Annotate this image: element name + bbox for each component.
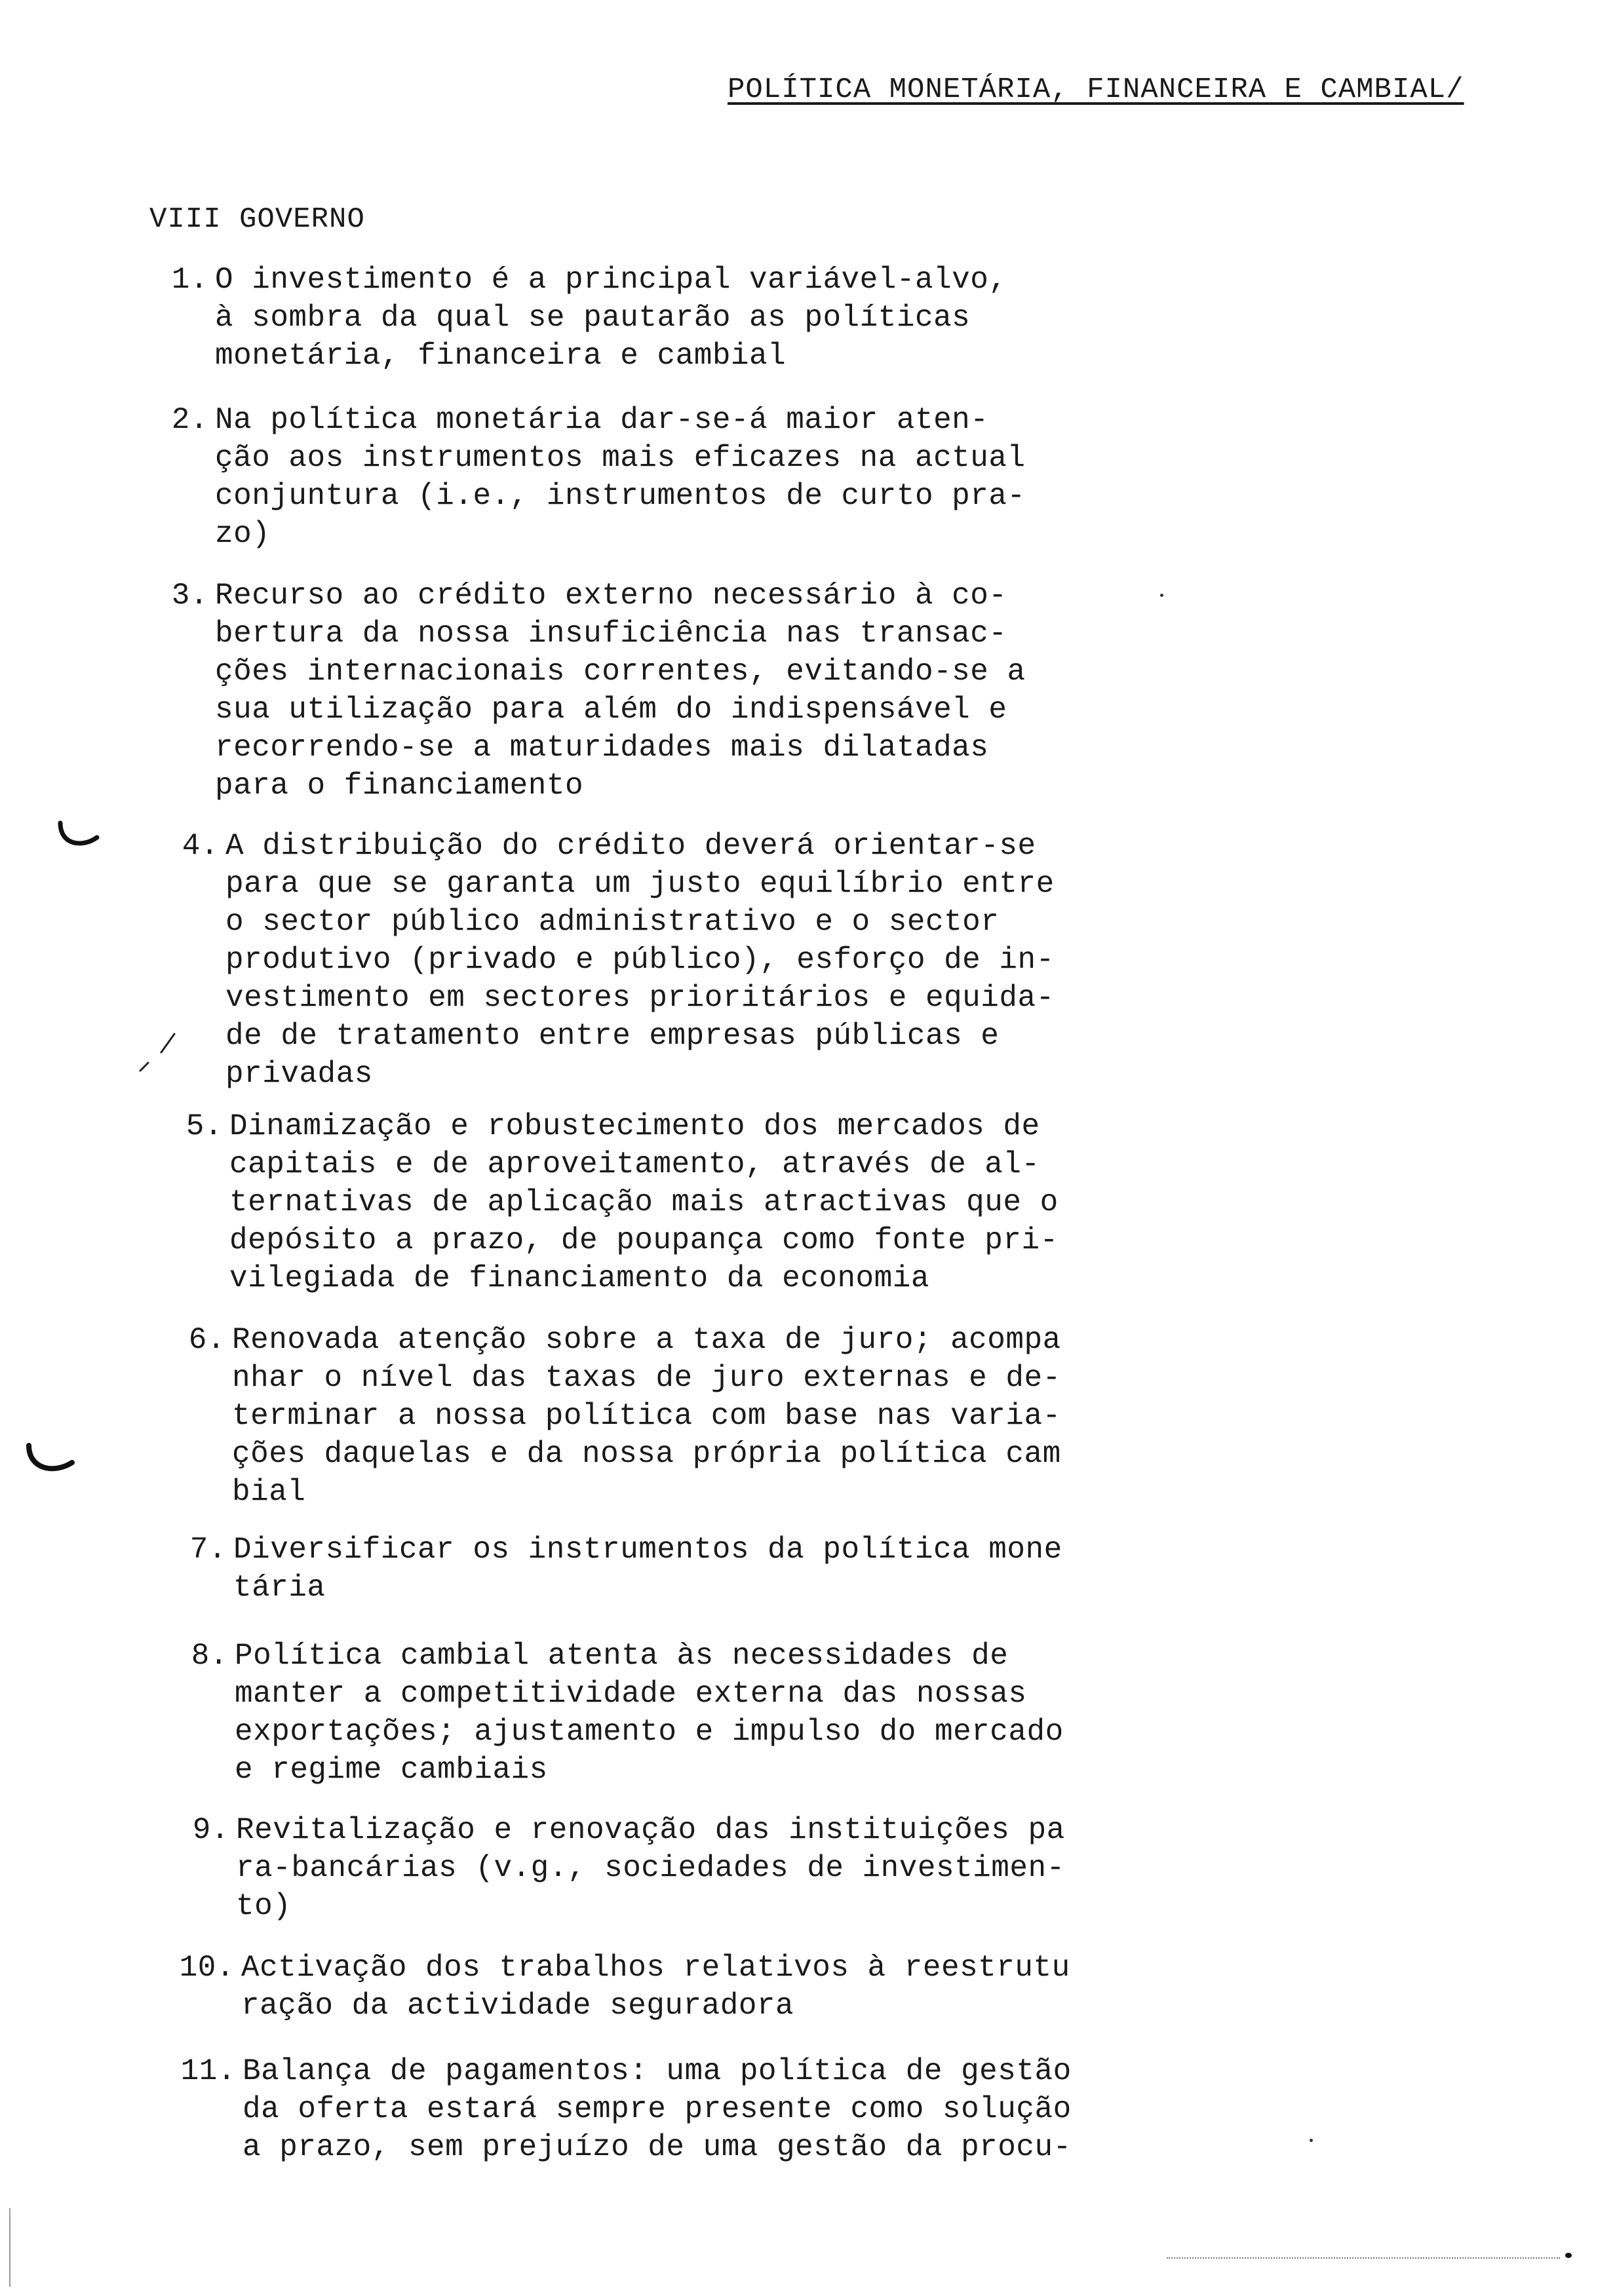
margin-slash-mark — [135, 1030, 181, 1076]
item-line: ternativas de aplicação mais atractivas que o — [229, 1185, 1059, 1219]
scan-speck — [1565, 2253, 1572, 2258]
item-number: 8. — [191, 1639, 228, 1673]
item-line: monetária, financeira e cambial — [215, 339, 787, 373]
page-header: POLÍTICA MONETÁRIA, FINANCEIRA E CAMBIAL/ — [728, 73, 1464, 106]
item-line: o sector público administrativo e o sector — [225, 905, 1000, 939]
item-line: Política cambial atenta às necessidades de — [235, 1639, 1009, 1673]
item-text — [215, 401, 1026, 553]
item-text — [215, 577, 1026, 805]
item-line: bertura da nossa insuficiência nas transac- — [215, 617, 1007, 651]
item-line: sua utilização para além do indispensável e — [215, 693, 1007, 727]
item-number: 6. — [188, 1323, 225, 1357]
item-line: A distribuição do crédito deverá orientar-se — [225, 829, 1036, 863]
item-text — [233, 1531, 1062, 1607]
item-text — [241, 1949, 1070, 2025]
item-number: 10. — [179, 1951, 235, 1985]
item-line: exportações; ajustamento e impulso do mercado — [235, 1715, 1064, 1749]
item-line: Balança de pagamentos: uma política de gestão — [243, 2054, 1072, 2088]
item-line: Activação dos trabalhos relativos à reestrutu — [241, 1951, 1070, 1985]
item-line: depósito a prazo, de poupança como fonte pri- — [229, 1223, 1059, 1257]
margin-check-mark — [56, 819, 102, 852]
item-line: capitais e de aproveitamento, através de al- — [229, 1147, 1040, 1181]
item-line: ções daquelas e da nossa própria política cam — [232, 1437, 1061, 1471]
item-line: Renovada atenção sobre a taxa de juro; acompa — [232, 1323, 1061, 1357]
item-number: 1. — [171, 263, 208, 297]
item-text — [232, 1321, 1061, 1511]
item-line: Revitalização e renovação das instituições pa — [236, 1813, 1065, 1847]
item-number: 3. — [171, 579, 208, 613]
item-number: 11. — [180, 2054, 236, 2088]
scan-speck — [1160, 594, 1163, 597]
section-title: VIII GOVERNO — [149, 203, 365, 236]
item-line: ção aos instrumentos mais eficazes na actual — [215, 441, 1026, 475]
scan-speck — [1310, 2139, 1313, 2142]
item-line: tária — [233, 1571, 326, 1605]
item-line: terminar a nossa política com base nas varia- — [232, 1399, 1061, 1433]
item-line: ções internacionais correntes, evitando-se a — [215, 655, 1026, 689]
item-text — [236, 1811, 1065, 1925]
item-number: 2. — [171, 403, 208, 437]
item-number: 5. — [185, 1109, 223, 1143]
item-line: Dinamização e robustecimento dos mercados de — [229, 1109, 1040, 1143]
item-text — [243, 2052, 1072, 2166]
item-line: O investimento é a principal variável-alvo, — [215, 263, 1007, 297]
item-line: de de tratamento entre empresas públicas e — [225, 1019, 1000, 1053]
item-line: Na política monetária dar-se-á maior aten- — [215, 403, 989, 437]
item-text — [235, 1637, 1064, 1789]
item-line: manter a competitividade externa das nossas — [235, 1677, 1027, 1711]
item-line: para o financiamento — [215, 769, 584, 803]
item-line: privadas — [225, 1057, 373, 1091]
item-line: e regime cambiais — [235, 1753, 548, 1787]
item-line: nhar o nível das taxas de juro externas e de- — [232, 1361, 1061, 1395]
item-text — [215, 261, 1007, 375]
item-line: ração da actividade seguradora — [241, 1989, 794, 2023]
item-line: to) — [236, 1889, 292, 1923]
item-line: à sombra da qual se pautarão as políticas — [215, 301, 971, 335]
item-text — [225, 827, 1055, 1093]
item-line: para que se garanta um justo equilíbrio entre — [225, 867, 1055, 901]
item-number: 7. — [189, 1533, 227, 1567]
item-line: bial — [232, 1475, 306, 1509]
item-line: vestimento em sectores prioritários e equida- — [225, 981, 1055, 1015]
item-line: a prazo, sem prejuízo de uma gestão da procu- — [243, 2130, 1072, 2164]
item-line: conjuntura (i.e., instrumentos de curto pra- — [215, 479, 1026, 513]
item-line: da oferta estará sempre presente como solução — [243, 2092, 1072, 2126]
item-line: recorrendo-se a maturidades mais dilatadas — [215, 731, 989, 765]
item-line: zo) — [215, 517, 271, 551]
item-line: produtivo (privado e público), esforço de in- — [225, 943, 1055, 977]
item-text — [229, 1107, 1059, 1297]
item-number: 9. — [192, 1813, 229, 1847]
item-line: Diversificar os instrumentos da política mone — [233, 1533, 1062, 1567]
item-line: ra-bancárias (v.g., sociedades de investimen- — [236, 1851, 1065, 1885]
scan-edge-line — [9, 2208, 10, 2287]
margin-check-mark — [25, 1440, 77, 1480]
scan-edge-line — [1167, 2257, 1560, 2260]
item-line: Recurso ao crédito externo necessário à co- — [215, 579, 1007, 613]
item-number: 4. — [182, 829, 219, 863]
item-line: vilegiada de financiamento da economia — [229, 1261, 929, 1295]
